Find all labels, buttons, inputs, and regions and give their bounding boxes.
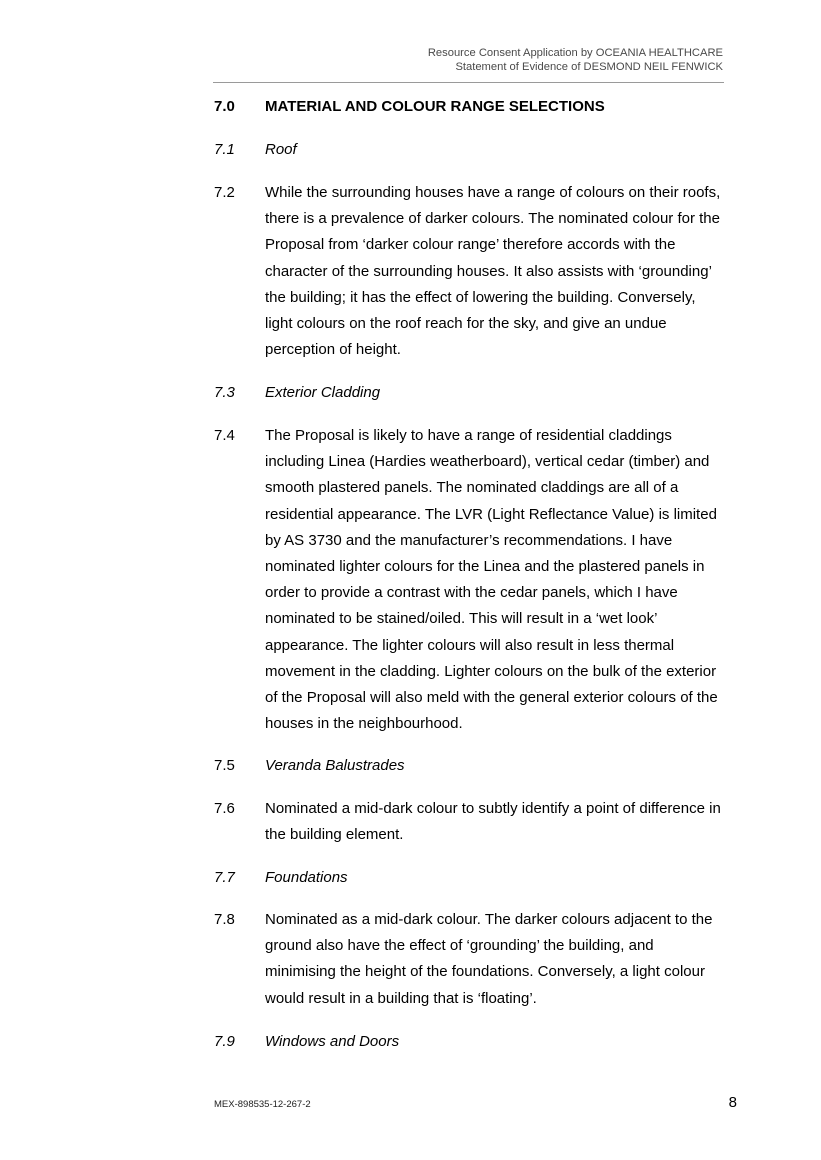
paragraph-text: Nominated a mid-dark colour to subtly identify a point of difference in the building element. (265, 800, 721, 844)
section-number: 7.0 (214, 98, 235, 115)
section-heading (214, 94, 724, 120)
paragraph-number: 7.3 (214, 384, 235, 401)
subheading-exterior-cladding (214, 380, 724, 406)
page-header (213, 47, 723, 74)
subheading-roof (214, 137, 724, 163)
paragraph-number: 7.2 (214, 184, 235, 201)
paragraph-number: 7.9 (214, 1033, 235, 1050)
subheading-foundations (214, 865, 724, 891)
paragraph-number: 7.1 (214, 141, 235, 158)
paragraph-exterior-cladding (214, 423, 724, 737)
subheading-text: Exterior Cladding (265, 384, 381, 401)
subheading-windows-and-doors (214, 1029, 724, 1055)
paragraph-number: 7.5 (214, 757, 235, 774)
header-line-statement: Statement of Evidence of DESMOND NEIL FENWICK (455, 60, 723, 73)
paragraph-number: 7.6 (214, 800, 235, 817)
paragraph-roof (214, 180, 724, 363)
paragraph-foundations (214, 907, 724, 1012)
subheading-text: Roof (265, 141, 297, 158)
section-title: MATERIAL AND COLOUR RANGE SELECTIONS (265, 98, 605, 115)
paragraph-text: Nominated as a mid-dark colour. The darker colours adjacent to the ground also have the effect of ‘grounding’ the building, and minimising the height of the foundations. Conversely, a light colour would result in a building that is ‘floating’. (265, 911, 713, 1007)
subheading-text: Veranda Balustrades (265, 757, 405, 774)
header-line-applicant: Resource Consent Application by OCEANIA HEALTHCARE (427, 47, 723, 59)
subheading-text: Foundations (265, 869, 348, 886)
paragraph-number: 7.7 (214, 869, 235, 886)
page-number: 8 (728, 1094, 737, 1111)
paragraph-veranda-balustrades (214, 796, 724, 848)
subheading-veranda-balustrades (214, 753, 724, 779)
paragraph-text: The Proposal is likely to have a range of residential claddings including Linea (Hardies weatherboard), vertical cedar (timber) and smooth plastered panels. The nominated claddings are all of a residential appearance. The LVR (Light Reflectance Value) is limited by AS 3730 and the manufacturer’s recommendations. I have nominated lighter colours for the Linea and the plastered panels in order to provide a contrast with the cedar panels, which I have nominated to be stained/oiled. This will result in a ‘wet look’ appearance. The lighter colours will also result in less thermal movement in the cladding. Lighter colours on the bulk of the exterior of the Proposal will also meld with the general exterior colours of the houses in the neighbourhood. (265, 427, 718, 733)
header-divider (213, 82, 724, 83)
paragraph-number: 7.4 (214, 427, 235, 444)
paragraph-number: 7.8 (214, 911, 235, 928)
paragraph-text: While the surrounding houses have a range of colours on their roofs, there is a prevalence of darker colours. The nominated colour for the Proposal from ‘darker colour range’ therefore accords with the character of the surrounding houses. It also assists with ‘grounding’ the building; it has the effect of lowering the building. Conversely, light colours on the roof reach for the sky, and give an undue perception of height. (265, 184, 721, 359)
subheading-text: Windows and Doors (265, 1033, 400, 1050)
document-reference: MEX-898535-12-267-2 (214, 1099, 311, 1110)
